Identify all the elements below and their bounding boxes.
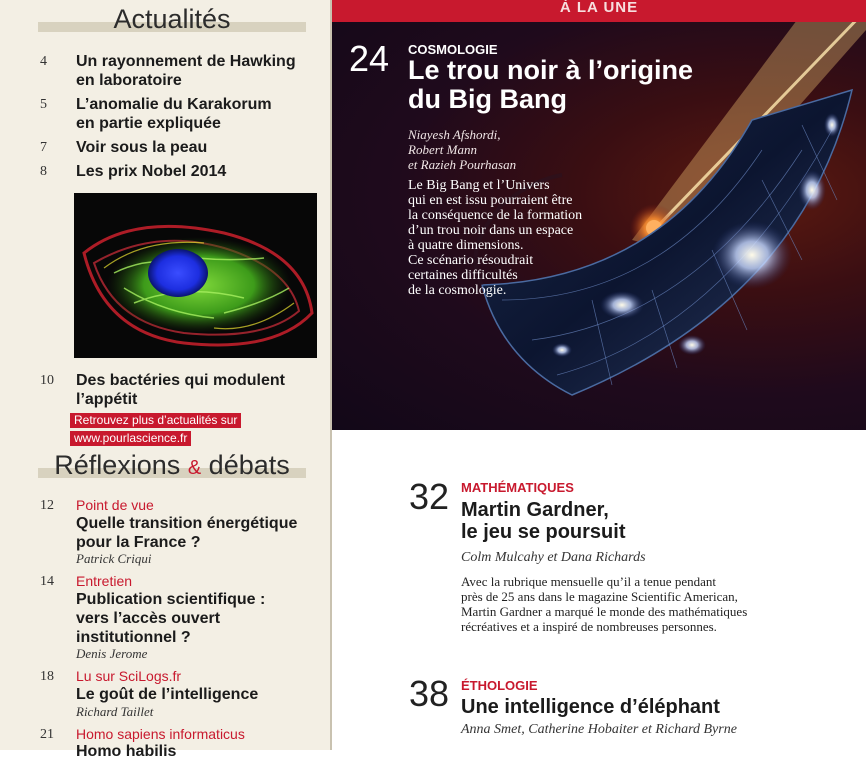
- article-page-number: 32: [409, 476, 450, 517]
- article-rubric: ÉTHOLOGIE: [461, 678, 538, 693]
- promo-url[interactable]: www.pourlascience.fr: [70, 431, 191, 446]
- cell-micrograph-image: [74, 193, 317, 358]
- item-title: Publication scientifique : vers l’accès ouvert institutionnel ?: [76, 591, 266, 646]
- item-title: Voir sous la peau: [76, 139, 208, 156]
- item-title: Les prix Nobel 2014: [76, 163, 227, 180]
- page-number: 7: [40, 140, 47, 155]
- page-number: 18: [40, 669, 54, 684]
- article-description: Avec la rubrique mensuelle qu’il a tenue pendant près de 25 ans dans le magazine Scientific American, Martin Gardner a marqué le monde des mathématiques récréatives et a inspiré de nombreuses personnes.: [461, 574, 748, 634]
- article-authors: Anna Smet, Catherine Hobaiter et Richard Byrne: [461, 722, 737, 737]
- article-title[interactable]: Martin Gardner, le jeu se poursuit: [461, 499, 626, 543]
- page-number: 21: [40, 727, 54, 742]
- item-title: Quelle transition énergétique pour la France ?: [76, 515, 298, 551]
- article-page-number: 38: [409, 673, 450, 714]
- item-title: Le goût de l’intelligence: [76, 686, 259, 703]
- feature-cover-story[interactable]: [332, 0, 866, 430]
- item-rubric: Lu sur SciLogs.fr: [76, 668, 182, 684]
- section-heading-reflexions: [38, 450, 306, 484]
- section-title: Actualités: [113, 4, 231, 34]
- page-number: 4: [40, 54, 47, 69]
- feature-page-number: 24: [349, 38, 390, 79]
- feature-rubric: COSMOLOGIE: [408, 42, 498, 57]
- page-number: 8: [40, 164, 47, 179]
- section-heading-actualites: [38, 4, 306, 38]
- feature-description: Le Big Bang et l’Univers qui en est issu pourraient être la conséquence de la formation d’un trou noir dans un espace à quatre dimensions. Ce scénario résoudrait certaines difficultés de la cosmologie.: [408, 178, 583, 298]
- item-rubric: Point de vue: [76, 497, 154, 513]
- item-title: Homo habilis: [76, 743, 177, 760]
- section-title: Réflexions & débats: [54, 450, 290, 480]
- article-rubric: MATHÉMATIQUES: [461, 480, 574, 495]
- feature-authors: Niayesh Afshordi, Robert Mann et Razieh Pourhasan: [408, 127, 517, 172]
- a-la-une-label: À LA UNE: [559, 0, 639, 16]
- article-title[interactable]: Une intelligence d’éléphant: [461, 696, 720, 718]
- item-title: L’anomalie du Karakorum en partie expliquée: [76, 96, 272, 132]
- page-number: 14: [40, 574, 54, 589]
- item-rubric: Homo sapiens informaticus: [76, 726, 245, 742]
- website-promo-link[interactable]: [70, 411, 280, 447]
- page-number: 5: [40, 97, 47, 112]
- item-author: Richard Taillet: [76, 704, 154, 719]
- feature-title[interactable]: Le trou noir à l’origine du Big Bang: [408, 55, 694, 114]
- item-author: Denis Jerome: [76, 646, 148, 661]
- item-title: Des bactéries qui modulent l’appétit: [76, 372, 285, 408]
- item-rubric: Entretien: [76, 573, 133, 589]
- toc-left-column: [0, 0, 330, 760]
- item-author: Patrick Criqui: [76, 551, 152, 566]
- item-title: Un rayonnement de Hawking en laboratoire: [76, 53, 296, 89]
- page-number: 10: [40, 373, 54, 388]
- promo-line: Retrouvez plus d’actualités sur: [70, 413, 241, 428]
- article-authors: Colm Mulcahy et Dana Richards: [461, 550, 646, 565]
- page-number: 12: [40, 498, 54, 513]
